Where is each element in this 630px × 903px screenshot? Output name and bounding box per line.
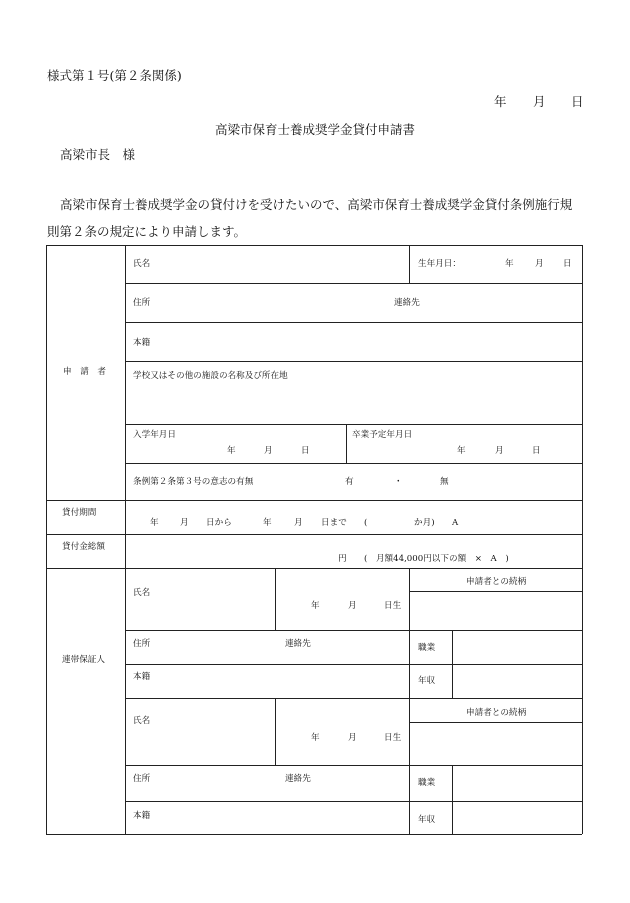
table-divider bbox=[275, 568, 276, 630]
applicant-domicile-label: 本籍 bbox=[133, 338, 151, 348]
table-border bbox=[46, 245, 582, 246]
date-day-label: 日 bbox=[571, 94, 584, 109]
period-year1-label: 年 bbox=[150, 518, 159, 528]
intent-no-option[interactable]: 無 bbox=[440, 477, 449, 487]
guarantor2-relation-label: 申請者との続柄 bbox=[466, 708, 527, 718]
table-divider bbox=[409, 698, 410, 834]
loan-period-label: 貸付期間 bbox=[62, 508, 97, 518]
applicant-name-label: 氏名 bbox=[133, 259, 151, 269]
table-divider bbox=[452, 765, 453, 834]
table-border bbox=[46, 834, 582, 835]
loan-amount-label: 貸付金総額 bbox=[62, 542, 105, 552]
admission-month-label: 月 bbox=[264, 446, 273, 456]
intro-line-2: 則第２条の規定により申請します。 bbox=[47, 224, 247, 239]
table-divider bbox=[125, 698, 582, 699]
guarantor1-occupation-label: 職業 bbox=[418, 643, 436, 653]
table-divider bbox=[346, 424, 347, 463]
guarantor2-income-label: 年収 bbox=[418, 815, 436, 825]
addressee: 高梁市長 様 bbox=[60, 147, 136, 162]
period-months-label: か月) bbox=[414, 518, 435, 528]
table-divider bbox=[409, 245, 410, 283]
period-from-label: 日から bbox=[206, 518, 232, 528]
amount-yen-label: 円 bbox=[338, 554, 347, 564]
form-number: 様式第１号(第２条関係) bbox=[47, 68, 182, 83]
graduation-month-label: 月 bbox=[495, 446, 504, 456]
guarantor1-domicile-label: 本籍 bbox=[133, 672, 151, 682]
table-border bbox=[46, 245, 47, 834]
amount-detail-label: ( 月額44,000円以下の額 × A ) bbox=[364, 554, 509, 564]
table-divider bbox=[409, 722, 582, 723]
intent-label: 条例第２条第３号の意志の有無 bbox=[133, 477, 254, 487]
table-divider bbox=[46, 568, 582, 569]
table-divider bbox=[46, 534, 582, 535]
guarantor2-year-label: 年 bbox=[311, 733, 320, 743]
table-divider bbox=[125, 801, 582, 802]
period-to-label: 日まで bbox=[321, 518, 347, 528]
guarantor1-birth-suffix: 日生 bbox=[384, 601, 402, 611]
applicant-birth-month-label: 月 bbox=[535, 259, 544, 269]
period-paren-open: ( bbox=[364, 518, 368, 528]
table-divider bbox=[275, 698, 276, 765]
table-divider bbox=[125, 283, 582, 284]
date-year-label: 年 bbox=[494, 94, 507, 109]
admission-date-label: 入学年月日 bbox=[133, 430, 176, 440]
guarantor2-month-label: 月 bbox=[348, 733, 357, 743]
guarantor-section-label: 連帯保証人 bbox=[62, 655, 105, 665]
applicant-school-label: 学校又はその他の施設の名称及び所在地 bbox=[133, 371, 288, 381]
applicant-birthdate-label: 生年月日： bbox=[418, 259, 461, 269]
guarantor1-contact-label: 連絡先 bbox=[285, 639, 311, 649]
graduation-date-label: 卒業予定年月日 bbox=[352, 430, 413, 440]
guarantor1-month-label: 月 bbox=[348, 601, 357, 611]
graduation-year-label: 年 bbox=[457, 446, 466, 456]
table-divider bbox=[125, 463, 582, 464]
table-divider bbox=[409, 568, 410, 698]
guarantor2-occupation-label: 職業 bbox=[418, 778, 436, 788]
table-border bbox=[582, 245, 583, 834]
guarantor2-birth-suffix: 日生 bbox=[384, 733, 402, 743]
intro-line-1: 高梁市保育士養成奨学金の貸付けを受けたいので、高梁市保育士養成奨学金貸付条例施行規 bbox=[60, 197, 573, 212]
table-divider bbox=[125, 361, 582, 362]
applicant-birth-year-label: 年 bbox=[505, 259, 514, 269]
table-divider bbox=[125, 424, 582, 425]
guarantor2-domicile-label: 本籍 bbox=[133, 811, 151, 821]
table-divider bbox=[125, 630, 582, 631]
guarantor1-year-label: 年 bbox=[311, 601, 320, 611]
applicant-contact-label: 連絡先 bbox=[394, 298, 420, 308]
graduation-day-label: 日 bbox=[532, 446, 541, 456]
table-divider bbox=[125, 322, 582, 323]
table-divider bbox=[125, 765, 582, 766]
admission-day-label: 日 bbox=[301, 446, 310, 456]
guarantor1-name-label: 氏名 bbox=[133, 588, 151, 598]
guarantor2-contact-label: 連絡先 bbox=[285, 774, 311, 784]
period-month2-label: 月 bbox=[294, 518, 303, 528]
table-divider bbox=[409, 591, 582, 592]
period-year2-label: 年 bbox=[263, 518, 272, 528]
guarantor2-address-label: 住所 bbox=[133, 774, 151, 784]
intent-separator: ・ bbox=[394, 477, 403, 487]
applicant-address-label: 住所 bbox=[133, 298, 151, 308]
applicant-section-label: 申 請 者 bbox=[63, 367, 106, 377]
period-month1-label: 月 bbox=[180, 518, 189, 528]
guarantor1-address-label: 住所 bbox=[133, 639, 151, 649]
admission-year-label: 年 bbox=[227, 446, 236, 456]
document-title: 高梁市保育士養成奨学金貸付申請書 bbox=[215, 122, 416, 137]
date-month-label: 月 bbox=[533, 94, 546, 109]
applicant-birth-day-label: 日 bbox=[563, 259, 572, 269]
table-divider bbox=[125, 245, 126, 834]
guarantor2-name-label: 氏名 bbox=[133, 716, 151, 726]
period-a-label: A bbox=[452, 518, 459, 528]
table-divider bbox=[125, 664, 582, 665]
guarantor1-income-label: 年収 bbox=[418, 676, 436, 686]
intent-yes-option[interactable]: 有 bbox=[345, 477, 354, 487]
guarantor1-relation-label: 申請者との続柄 bbox=[466, 577, 527, 587]
table-divider bbox=[46, 500, 582, 501]
